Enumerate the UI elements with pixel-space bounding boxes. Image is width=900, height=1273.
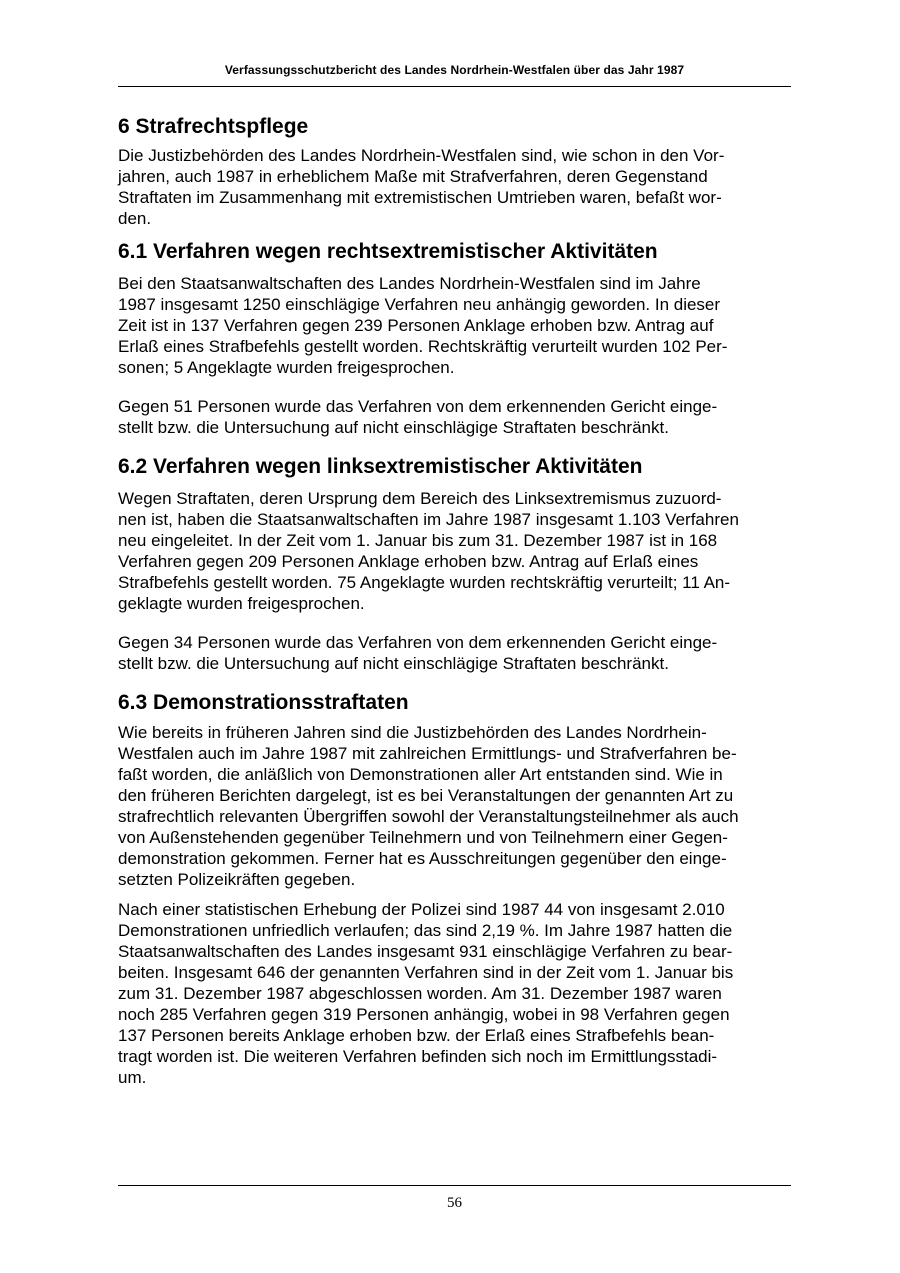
section-heading-6: 6 Strafrechtspflege [118, 115, 309, 138]
text-line: noch 285 Verfahren gegen 319 Personen anhängig, wobei in 98 Verfahren gegen [118, 1005, 730, 1024]
text-line: Bei den Staatsanwaltschaften des Landes Nordrhein-Westfalen sind im Jahre [118, 274, 701, 293]
text-line: geklagte wurden freigesprochen. [118, 594, 365, 613]
text-line: Nach einer statistischen Erhebung der Polizei sind 1987 44 von insgesamt 2.010 [118, 900, 725, 919]
paragraph [118, 899, 791, 1088]
text-line: Gegen 51 Personen wurde das Verfahren von dem erkennenden Gericht einge- [118, 397, 718, 416]
page-body [118, 114, 791, 1088]
text-line: Westfalen auch im Jahre 1987 mit zahlreichen Ermittlungs- und Strafverfahren be- [118, 744, 737, 763]
text-line: Verfahren gegen 209 Personen Anklage erhoben bzw. Antrag auf Erlaß eines [118, 552, 699, 571]
text-line: um. [118, 1068, 147, 1087]
paragraph [118, 145, 791, 229]
text-line: sonen; 5 Angeklagte wurden freigesprochen. [118, 358, 455, 377]
text-line: Staatsanwaltschaften des Landes insgesamt 931 einschlägige Verfahren zu bear- [118, 942, 733, 961]
text-line: beiten. Insgesamt 646 der genannten Verfahren sind in der Zeit vom 1. Januar bis [118, 963, 734, 982]
text-line: jahren, auch 1987 in erheblichem Maße mit Strafverfahren, deren Gegenstand [118, 167, 708, 186]
text-line: stellt bzw. die Untersuchung auf nicht einschlägige Straftaten beschränkt. [118, 654, 669, 673]
text-line: Die Justizbehörden des Landes Nordrhein-Westfalen sind, wie schon in den Vor- [118, 146, 725, 165]
section-heading-6-3: 6.3 Demonstrationsstraftaten [118, 691, 409, 714]
text-line: Demonstrationen unfriedlich verlaufen; das sind 2,19 %. Im Jahre 1987 hatten die [118, 921, 733, 940]
text-line: von Außenstehenden gegenüber Teilnehmern und von Teilnehmern einer Gegen- [118, 828, 728, 847]
text-line: nen ist, haben die Staatsanwaltschaften im Jahre 1987 insgesamt 1.103 Verfahren [118, 510, 739, 529]
text-line: faßt worden, die anläßlich von Demonstrationen aller Art entstanden sind. Wie in [118, 765, 723, 784]
text-line: Wegen Straftaten, deren Ursprung dem Bereich des Linksextremismus zuzuord- [118, 489, 722, 508]
footer-rule [118, 1185, 791, 1186]
text-line: den. [118, 209, 152, 228]
text-line: 137 Personen bereits Anklage erhoben bzw. der Erlaß eines Strafbefehls bean- [118, 1026, 715, 1045]
section-heading-6-1: 6.1 Verfahren wegen rechtsextremistischer Aktivitäten [118, 240, 658, 263]
text-line: Straftaten im Zusammenhang mit extremistischen Umtrieben waren, befaßt wor- [118, 188, 722, 207]
text-line: strafrechtlich relevanten Übergriffen sowohl der Veranstaltungsteilnehmer als auch [118, 807, 739, 826]
running-header: Verfassungsschutzbericht des Landes Nordrhein-Westfalen über das Jahr 1987 [224, 63, 685, 77]
paragraph [118, 396, 791, 438]
text-line: Gegen 34 Personen wurde das Verfahren von dem erkennenden Gericht einge- [118, 633, 718, 652]
text-line: zum 31. Dezember 1987 abgeschlossen worden. Am 31. Dezember 1987 waren [118, 984, 722, 1003]
text-line: demonstration gekommen. Ferner hat es Ausschreitungen gegenüber den einge- [118, 849, 727, 868]
text-line: Erlaß eines Strafbefehls gestellt worden. Rechtskräftig verurteilt wurden 102 Per- [118, 337, 728, 356]
text-line: Wie bereits in früheren Jahren sind die Justizbehörden des Landes Nordrhein- [118, 723, 707, 742]
text-line: Zeit ist in 137 Verfahren gegen 239 Personen Anklage erhoben bzw. Antrag auf [118, 316, 714, 335]
text-line: neu eingeleitet. In der Zeit vom 1. Januar bis zum 31. Dezember 1987 ist in 168 [118, 531, 718, 550]
text-line: Strafbefehls gestellt worden. 75 Angeklagte wurden rechtskräftig verurteilt; 11 An- [118, 573, 731, 592]
header-rule [118, 86, 791, 87]
text-line: setzten Polizeikräften gegeben. [118, 870, 356, 889]
paragraph [118, 273, 791, 378]
paragraph [118, 632, 791, 674]
text-line: 1987 insgesamt 1250 einschlägige Verfahren neu anhängig geworden. In dieser [118, 295, 721, 314]
text-line: tragt worden ist. Die weiteren Verfahren befinden sich noch im Ermittlungsstadi- [118, 1047, 718, 1066]
text-line: stellt bzw. die Untersuchung auf nicht einschlägige Straftaten beschränkt. [118, 418, 669, 437]
paragraph [118, 488, 791, 614]
section-heading-6-2: 6.2 Verfahren wegen linksextremistischer Aktivitäten [118, 455, 643, 478]
text-line: den früheren Berichten dargelegt, ist es bei Veranstaltungen der genannten Art zu [118, 786, 734, 805]
page-number: 56 [447, 1195, 462, 1211]
paragraph [118, 722, 791, 890]
